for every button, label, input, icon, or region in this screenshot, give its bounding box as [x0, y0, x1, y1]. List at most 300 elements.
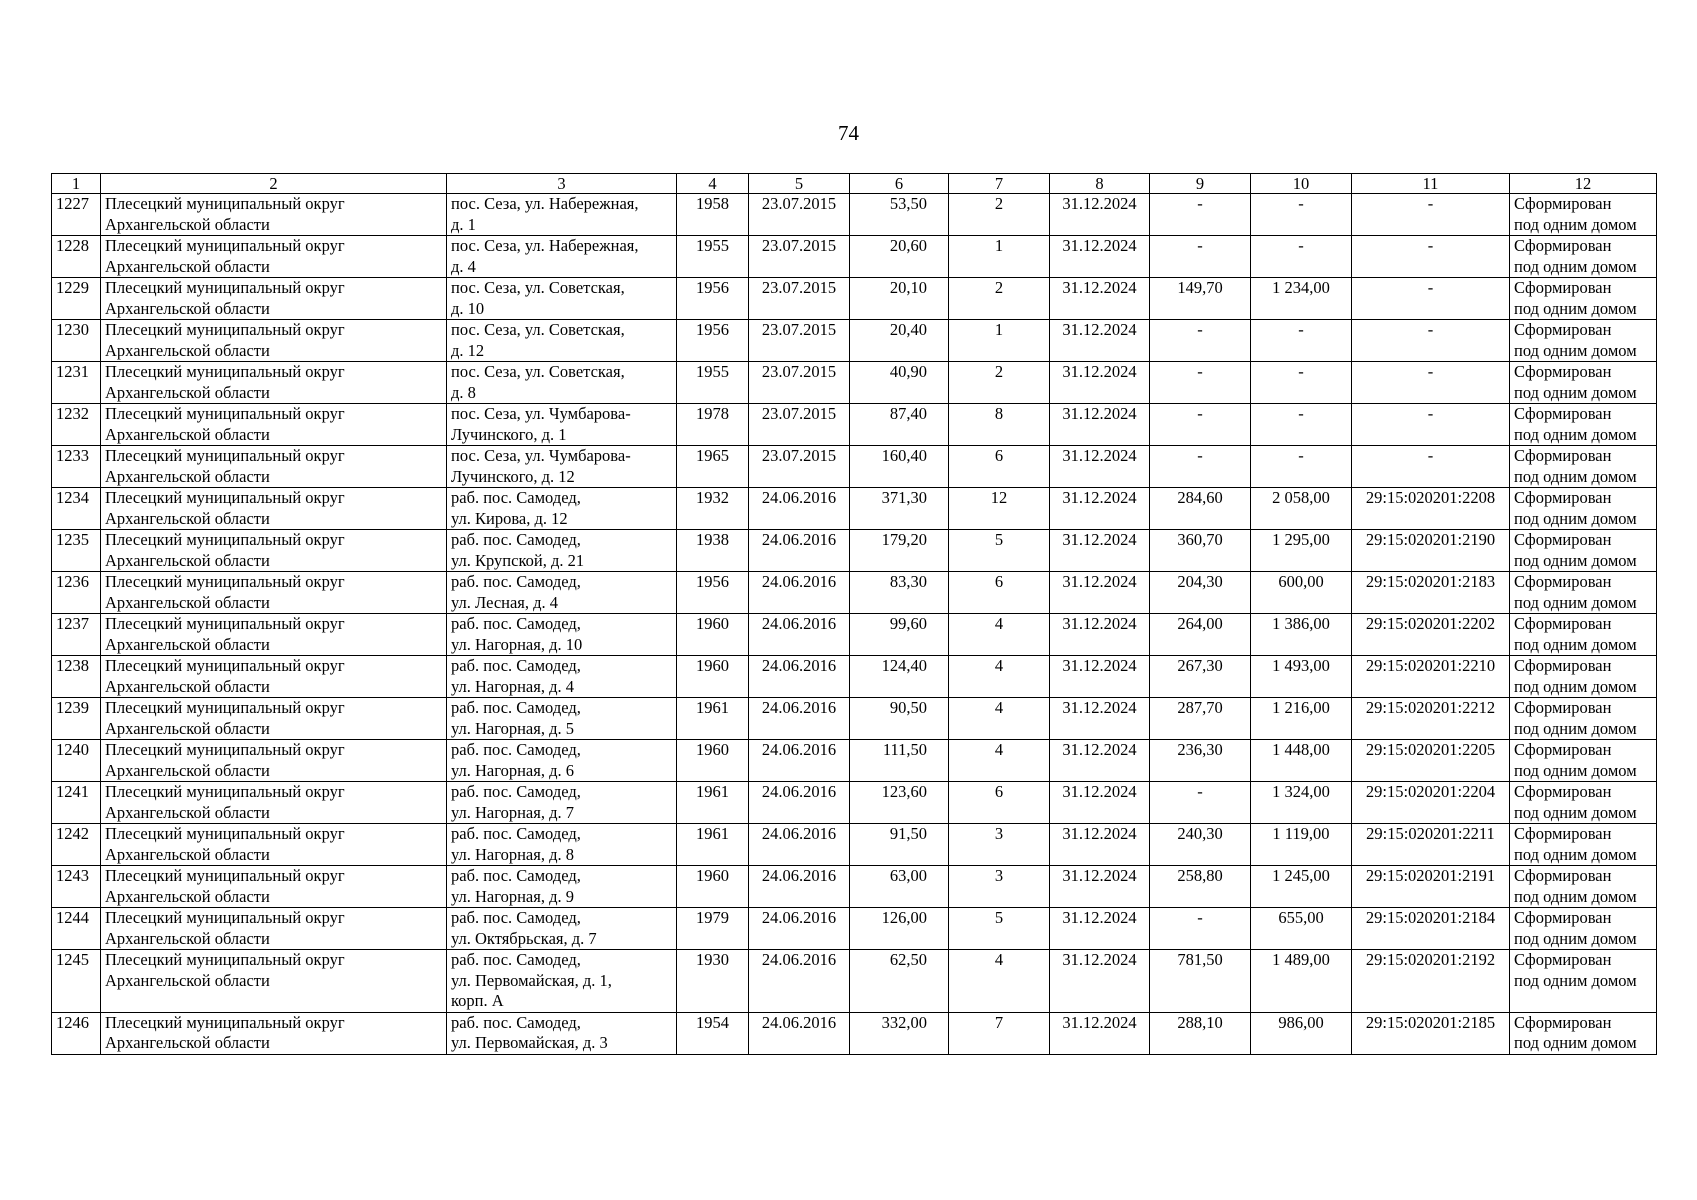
address-line: раб. пос. Самодед, — [451, 530, 581, 549]
status-cell — [1510, 572, 1657, 614]
area-cell: 62,50 — [850, 950, 949, 1013]
area-cell: 90,50 — [850, 698, 949, 740]
organization-cell — [101, 278, 447, 320]
area-cell: 20,10 — [850, 278, 949, 320]
table-row — [52, 572, 1657, 614]
deadline-cell: 31.12.2024 — [1050, 194, 1150, 236]
status-line: под одним домом — [1514, 928, 1637, 948]
organization-line: Архангельской области — [105, 760, 270, 780]
organization-line: Архангельской области — [105, 592, 270, 612]
status-line: Сформирован — [1514, 446, 1612, 465]
status-cell — [1510, 698, 1657, 740]
row-number-cell: 1243 — [52, 866, 101, 908]
address-line: ул. Нагорная, д. 5 — [451, 718, 574, 738]
year-cell: 1956 — [677, 320, 749, 362]
address-cell — [447, 950, 677, 1013]
date-cell: 24.06.2016 — [749, 950, 850, 1013]
col10-cell: 1 234,00 — [1251, 278, 1352, 320]
table-row — [52, 866, 1657, 908]
address-cell — [447, 824, 677, 866]
col10-cell: 600,00 — [1251, 572, 1352, 614]
organization-line: Архангельской области — [105, 802, 270, 822]
area-cell: 371,30 — [850, 488, 949, 530]
year-cell: 1955 — [677, 236, 749, 278]
year-cell: 1960 — [677, 866, 749, 908]
organization-line: Архангельской области — [105, 550, 270, 570]
people-cell: 4 — [949, 740, 1050, 782]
registry-table-body — [52, 174, 1657, 1055]
header-cell: 7 — [949, 174, 1050, 194]
row-number-cell: 1238 — [52, 656, 101, 698]
people-cell: 2 — [949, 278, 1050, 320]
table-row — [52, 782, 1657, 824]
address-line: раб. пос. Самодед, — [451, 1012, 581, 1032]
year-cell: 1956 — [677, 278, 749, 320]
status-cell — [1510, 404, 1657, 446]
year-cell: 1960 — [677, 614, 749, 656]
organization-line: Плесецкий муниципальный округ — [105, 446, 345, 465]
year-cell: 1979 — [677, 908, 749, 950]
col10-cell: 1 216,00 — [1251, 698, 1352, 740]
organization-cell — [101, 950, 447, 1013]
address-cell — [447, 782, 677, 824]
deadline-cell: 31.12.2024 — [1050, 950, 1150, 1013]
people-cell: 3 — [949, 824, 1050, 866]
deadline-cell: 31.12.2024 — [1050, 656, 1150, 698]
organization-line: Плесецкий муниципальный округ — [105, 1012, 345, 1032]
people-cell: 4 — [949, 614, 1050, 656]
organization-cell — [101, 908, 447, 950]
date-cell: 24.06.2016 — [749, 824, 850, 866]
organization-line: Архангельской области — [105, 466, 270, 486]
organization-line: Плесецкий муниципальный округ — [105, 194, 345, 213]
deadline-cell: 31.12.2024 — [1050, 782, 1150, 824]
organization-line: Плесецкий муниципальный округ — [105, 782, 345, 801]
table-row — [52, 950, 1657, 1013]
organization-line: Плесецкий муниципальный округ — [105, 614, 345, 633]
organization-line: Архангельской области — [105, 424, 270, 444]
area-cell: 124,40 — [850, 656, 949, 698]
date-cell: 23.07.2015 — [749, 278, 850, 320]
address-cell — [447, 698, 677, 740]
status-line: под одним домом — [1514, 760, 1637, 780]
organization-cell — [101, 698, 447, 740]
deadline-cell: 31.12.2024 — [1050, 362, 1150, 404]
status-line: Сформирован — [1514, 320, 1612, 339]
address-cell — [447, 740, 677, 782]
address-line: ул. Нагорная, д. 6 — [451, 760, 574, 780]
row-number-cell: 1234 — [52, 488, 101, 530]
organization-cell — [101, 530, 447, 572]
date-cell: 23.07.2015 — [749, 194, 850, 236]
row-number-cell: 1235 — [52, 530, 101, 572]
col10-cell: 1 386,00 — [1251, 614, 1352, 656]
cadastral-number-cell: 29:15:020201:2212 — [1352, 698, 1510, 740]
people-cell: 6 — [949, 782, 1050, 824]
col10-cell: 1 119,00 — [1251, 824, 1352, 866]
address-line: ул. Нагорная, д. 4 — [451, 676, 574, 696]
deadline-cell: 31.12.2024 — [1050, 278, 1150, 320]
cadastral-number-cell: 29:15:020201:2185 — [1352, 1012, 1510, 1054]
area-cell: 63,00 — [850, 866, 949, 908]
people-cell: 3 — [949, 866, 1050, 908]
page-number: 74 — [838, 121, 859, 145]
organization-line: Плесецкий муниципальный округ — [105, 908, 345, 927]
area-cell: 20,40 — [850, 320, 949, 362]
organization-line: Плесецкий муниципальный округ — [105, 698, 345, 717]
address-line: д. 8 — [451, 382, 476, 402]
cadastral-number-cell: 29:15:020201:2184 — [1352, 908, 1510, 950]
organization-line: Архангельской области — [105, 928, 270, 948]
status-cell — [1510, 614, 1657, 656]
address-line: д. 4 — [451, 256, 476, 276]
status-line: под одним домом — [1514, 298, 1637, 318]
status-cell — [1510, 236, 1657, 278]
table-row — [52, 404, 1657, 446]
address-line: пос. Сеза, ул. Советская, — [451, 278, 625, 297]
organization-line: Плесецкий муниципальный округ — [105, 572, 345, 591]
row-number-cell: 1239 — [52, 698, 101, 740]
address-line: Лучинского, д. 1 — [451, 424, 567, 444]
organization-line: Архангельской области — [105, 718, 270, 738]
table-row — [52, 740, 1657, 782]
deadline-cell: 31.12.2024 — [1050, 404, 1150, 446]
cadastral-number-cell: 29:15:020201:2192 — [1352, 950, 1510, 1013]
col10-cell: 2 058,00 — [1251, 488, 1352, 530]
status-line: под одним домом — [1514, 886, 1637, 906]
cadastral-number-cell: 29:15:020201:2191 — [1352, 866, 1510, 908]
organization-line: Плесецкий муниципальный округ — [105, 488, 345, 507]
date-cell: 23.07.2015 — [749, 404, 850, 446]
deadline-cell: 31.12.2024 — [1050, 824, 1150, 866]
people-cell: 5 — [949, 530, 1050, 572]
address-line: ул. Первомайская, д. 3 — [451, 1033, 608, 1052]
people-cell: 7 — [949, 1012, 1050, 1054]
organization-cell — [101, 236, 447, 278]
cadastral-number-cell: - — [1352, 404, 1510, 446]
area-cell: 179,20 — [850, 530, 949, 572]
organization-line: Архангельской области — [105, 214, 270, 234]
date-cell: 24.06.2016 — [749, 1012, 850, 1054]
address-cell — [447, 908, 677, 950]
col9-cell: 288,10 — [1150, 1012, 1251, 1054]
address-line: раб. пос. Самодед, — [451, 614, 581, 633]
address-cell — [447, 404, 677, 446]
status-line: Сформирован — [1514, 782, 1612, 801]
status-line: Сформирован — [1514, 572, 1612, 591]
col9-cell: 258,80 — [1150, 866, 1251, 908]
table-row — [52, 698, 1657, 740]
organization-line: Плесецкий муниципальный округ — [105, 866, 345, 885]
address-line: раб. пос. Самодед, — [451, 908, 581, 927]
organization-line: Плесецкий муниципальный округ — [105, 824, 345, 843]
deadline-cell: 31.12.2024 — [1050, 530, 1150, 572]
row-number-cell: 1230 — [52, 320, 101, 362]
header-cell: 2 — [101, 174, 447, 194]
date-cell: 24.06.2016 — [749, 572, 850, 614]
status-line: под одним домом — [1514, 256, 1637, 276]
status-line: под одним домом — [1514, 676, 1637, 696]
col10-cell: - — [1251, 446, 1352, 488]
address-line: ул. Октябрьская, д. 7 — [451, 928, 597, 948]
col10-cell: 1 489,00 — [1251, 950, 1352, 1013]
table-row — [52, 446, 1657, 488]
status-line: Сформирован — [1514, 866, 1612, 885]
cadastral-number-cell: 29:15:020201:2190 — [1352, 530, 1510, 572]
people-cell: 2 — [949, 362, 1050, 404]
organization-line: Архангельской области — [105, 970, 270, 990]
year-cell: 1930 — [677, 950, 749, 1013]
people-cell: 6 — [949, 572, 1050, 614]
status-cell — [1510, 278, 1657, 320]
date-cell: 23.07.2015 — [749, 362, 850, 404]
col9-cell: 204,30 — [1150, 572, 1251, 614]
col9-cell: - — [1150, 320, 1251, 362]
organization-line: Архангельской области — [105, 886, 270, 906]
organization-cell — [101, 446, 447, 488]
cadastral-number-cell: - — [1352, 278, 1510, 320]
address-cell — [447, 1012, 677, 1054]
col9-cell: 240,30 — [1150, 824, 1251, 866]
cadastral-number-cell: - — [1352, 236, 1510, 278]
organization-cell — [101, 614, 447, 656]
col9-cell: - — [1150, 362, 1251, 404]
organization-line: Архангельской области — [105, 676, 270, 696]
status-line: под одним домом — [1514, 382, 1637, 402]
status-line: под одним домом — [1514, 970, 1637, 990]
organization-cell — [101, 866, 447, 908]
address-line: пос. Сеза, ул. Набережная, — [451, 236, 639, 255]
address-line: раб. пос. Самодед, — [451, 740, 581, 759]
address-line: ул. Нагорная, д. 8 — [451, 844, 574, 864]
table-row — [52, 824, 1657, 866]
cadastral-number-cell: 29:15:020201:2211 — [1352, 824, 1510, 866]
cadastral-number-cell: 29:15:020201:2183 — [1352, 572, 1510, 614]
year-cell: 1961 — [677, 824, 749, 866]
col9-cell: 781,50 — [1150, 950, 1251, 1013]
header-cell: 1 — [52, 174, 101, 194]
status-line: Сформирован — [1514, 1012, 1612, 1032]
deadline-cell: 31.12.2024 — [1050, 446, 1150, 488]
address-line: раб. пос. Самодед, — [451, 782, 581, 801]
status-cell — [1510, 908, 1657, 950]
year-cell: 1932 — [677, 488, 749, 530]
col10-cell: 1 324,00 — [1251, 782, 1352, 824]
organization-line: Плесецкий муниципальный округ — [105, 236, 345, 255]
cadastral-number-cell: 29:15:020201:2210 — [1352, 656, 1510, 698]
deadline-cell: 31.12.2024 — [1050, 614, 1150, 656]
organization-cell — [101, 572, 447, 614]
organization-cell — [101, 362, 447, 404]
address-line: ул. Нагорная, д. 7 — [451, 802, 574, 822]
organization-cell — [101, 404, 447, 446]
address-line: раб. пос. Самодед, — [451, 656, 581, 675]
row-number-cell: 1227 — [52, 194, 101, 236]
deadline-cell: 31.12.2024 — [1050, 236, 1150, 278]
address-cell — [447, 656, 677, 698]
cadastral-number-cell: - — [1352, 362, 1510, 404]
col9-cell: 149,70 — [1150, 278, 1251, 320]
col10-cell: 1 245,00 — [1251, 866, 1352, 908]
deadline-cell: 31.12.2024 — [1050, 908, 1150, 950]
address-line: раб. пос. Самодед, — [451, 824, 581, 843]
deadline-cell: 31.12.2024 — [1050, 1012, 1150, 1054]
col9-cell: 284,60 — [1150, 488, 1251, 530]
header-cell: 10 — [1251, 174, 1352, 194]
status-cell — [1510, 782, 1657, 824]
address-line: корп. А — [451, 991, 504, 1010]
organization-cell — [101, 194, 447, 236]
status-cell — [1510, 362, 1657, 404]
organization-line: Архангельской области — [105, 634, 270, 654]
col10-cell: 986,00 — [1251, 1012, 1352, 1054]
header-cell: 11 — [1352, 174, 1510, 194]
col9-cell: 360,70 — [1150, 530, 1251, 572]
organization-line: Плесецкий муниципальный округ — [105, 278, 345, 297]
header-cell: 3 — [447, 174, 677, 194]
col10-cell: 1 448,00 — [1251, 740, 1352, 782]
status-line: под одним домом — [1514, 844, 1637, 864]
header-cell: 9 — [1150, 174, 1251, 194]
table-row — [52, 320, 1657, 362]
status-line: под одним домом — [1514, 634, 1637, 654]
status-line: под одним домом — [1514, 466, 1637, 486]
address-line: пос. Сеза, ул. Чумбарова- — [451, 446, 631, 465]
people-cell: 12 — [949, 488, 1050, 530]
date-cell: 24.06.2016 — [749, 740, 850, 782]
date-cell: 23.07.2015 — [749, 446, 850, 488]
organization-line: Плесецкий муниципальный округ — [105, 656, 345, 675]
people-cell: 1 — [949, 320, 1050, 362]
address-line: пос. Сеза, ул. Набережная, — [451, 194, 639, 213]
row-number-cell: 1246 — [52, 1012, 101, 1054]
status-line: Сформирован — [1514, 614, 1612, 633]
row-number-cell: 1241 — [52, 782, 101, 824]
header-row — [52, 174, 1657, 194]
table-row — [52, 236, 1657, 278]
area-cell: 332,00 — [850, 1012, 949, 1054]
status-line: Сформирован — [1514, 194, 1612, 213]
people-cell: 4 — [949, 656, 1050, 698]
status-line: Сформирован — [1514, 740, 1612, 759]
year-cell: 1956 — [677, 572, 749, 614]
row-number-cell: 1237 — [52, 614, 101, 656]
area-cell: 91,50 — [850, 824, 949, 866]
area-cell: 20,60 — [850, 236, 949, 278]
cadastral-number-cell: 29:15:020201:2208 — [1352, 488, 1510, 530]
deadline-cell: 31.12.2024 — [1050, 320, 1150, 362]
table-row — [52, 194, 1657, 236]
year-cell: 1961 — [677, 782, 749, 824]
address-cell — [447, 488, 677, 530]
address-cell — [447, 530, 677, 572]
col10-cell: - — [1251, 404, 1352, 446]
header-cell: 4 — [677, 174, 749, 194]
organization-line: Плесецкий муниципальный округ — [105, 362, 345, 381]
date-cell: 23.07.2015 — [749, 320, 850, 362]
table-row — [52, 1012, 1657, 1054]
status-line: Сформирован — [1514, 698, 1612, 717]
area-cell: 87,40 — [850, 404, 949, 446]
date-cell: 24.06.2016 — [749, 908, 850, 950]
address-line: ул. Лесная, д. 4 — [451, 592, 559, 612]
status-line: под одним домом — [1514, 340, 1637, 360]
col9-cell: 267,30 — [1150, 656, 1251, 698]
address-line: пос. Сеза, ул. Советская, — [451, 320, 625, 339]
people-cell: 4 — [949, 950, 1050, 1013]
row-number-cell: 1236 — [52, 572, 101, 614]
area-cell: 53,50 — [850, 194, 949, 236]
status-line: под одним домом — [1514, 550, 1637, 570]
status-line: Сформирован — [1514, 908, 1612, 927]
organization-line: Архангельской области — [105, 1033, 270, 1052]
people-cell: 1 — [949, 236, 1050, 278]
status-cell — [1510, 194, 1657, 236]
col10-cell: 1 493,00 — [1251, 656, 1352, 698]
address-line: д. 12 — [451, 340, 485, 360]
status-line: под одним домом — [1514, 718, 1637, 738]
address-cell — [447, 614, 677, 656]
organization-cell — [101, 740, 447, 782]
address-line: раб. пос. Самодед, — [451, 698, 581, 717]
header-cell: 6 — [850, 174, 949, 194]
year-cell: 1955 — [677, 362, 749, 404]
year-cell: 1960 — [677, 656, 749, 698]
col9-cell: - — [1150, 404, 1251, 446]
organization-line: Плесецкий муниципальный округ — [105, 530, 345, 549]
address-line: ул. Нагорная, д. 9 — [451, 886, 574, 906]
status-cell — [1510, 656, 1657, 698]
address-cell — [447, 866, 677, 908]
registry-table — [51, 173, 1657, 1055]
address-line: раб. пос. Самодед, — [451, 488, 581, 507]
status-cell — [1510, 530, 1657, 572]
area-cell: 111,50 — [850, 740, 949, 782]
people-cell: 5 — [949, 908, 1050, 950]
col9-cell: - — [1150, 908, 1251, 950]
table-row — [52, 362, 1657, 404]
address-line: д. 1 — [451, 214, 476, 234]
organization-line: Плесецкий муниципальный округ — [105, 950, 345, 969]
year-cell: 1960 — [677, 740, 749, 782]
table-row — [52, 614, 1657, 656]
address-line: ул. Первомайская, д. 1, — [451, 970, 612, 990]
year-cell: 1978 — [677, 404, 749, 446]
people-cell: 2 — [949, 194, 1050, 236]
col9-cell: - — [1150, 194, 1251, 236]
status-cell — [1510, 1012, 1657, 1054]
address-line: ул. Кирова, д. 12 — [451, 508, 568, 528]
row-number-cell: 1245 — [52, 950, 101, 1013]
organization-cell — [101, 320, 447, 362]
status-line: под одним домом — [1514, 214, 1637, 234]
status-line: под одним домом — [1514, 592, 1637, 612]
organization-cell — [101, 824, 447, 866]
row-number-cell: 1244 — [52, 908, 101, 950]
table-row — [52, 908, 1657, 950]
address-line: ул. Нагорная, д. 10 — [451, 634, 583, 654]
date-cell: 24.06.2016 — [749, 698, 850, 740]
area-cell: 99,60 — [850, 614, 949, 656]
status-line: Сформирован — [1514, 236, 1612, 255]
address-cell — [447, 278, 677, 320]
date-cell: 23.07.2015 — [749, 236, 850, 278]
deadline-cell: 31.12.2024 — [1050, 866, 1150, 908]
people-cell: 6 — [949, 446, 1050, 488]
deadline-cell: 31.12.2024 — [1050, 488, 1150, 530]
status-cell — [1510, 950, 1657, 1013]
address-line: пос. Сеза, ул. Советская, — [451, 362, 625, 381]
